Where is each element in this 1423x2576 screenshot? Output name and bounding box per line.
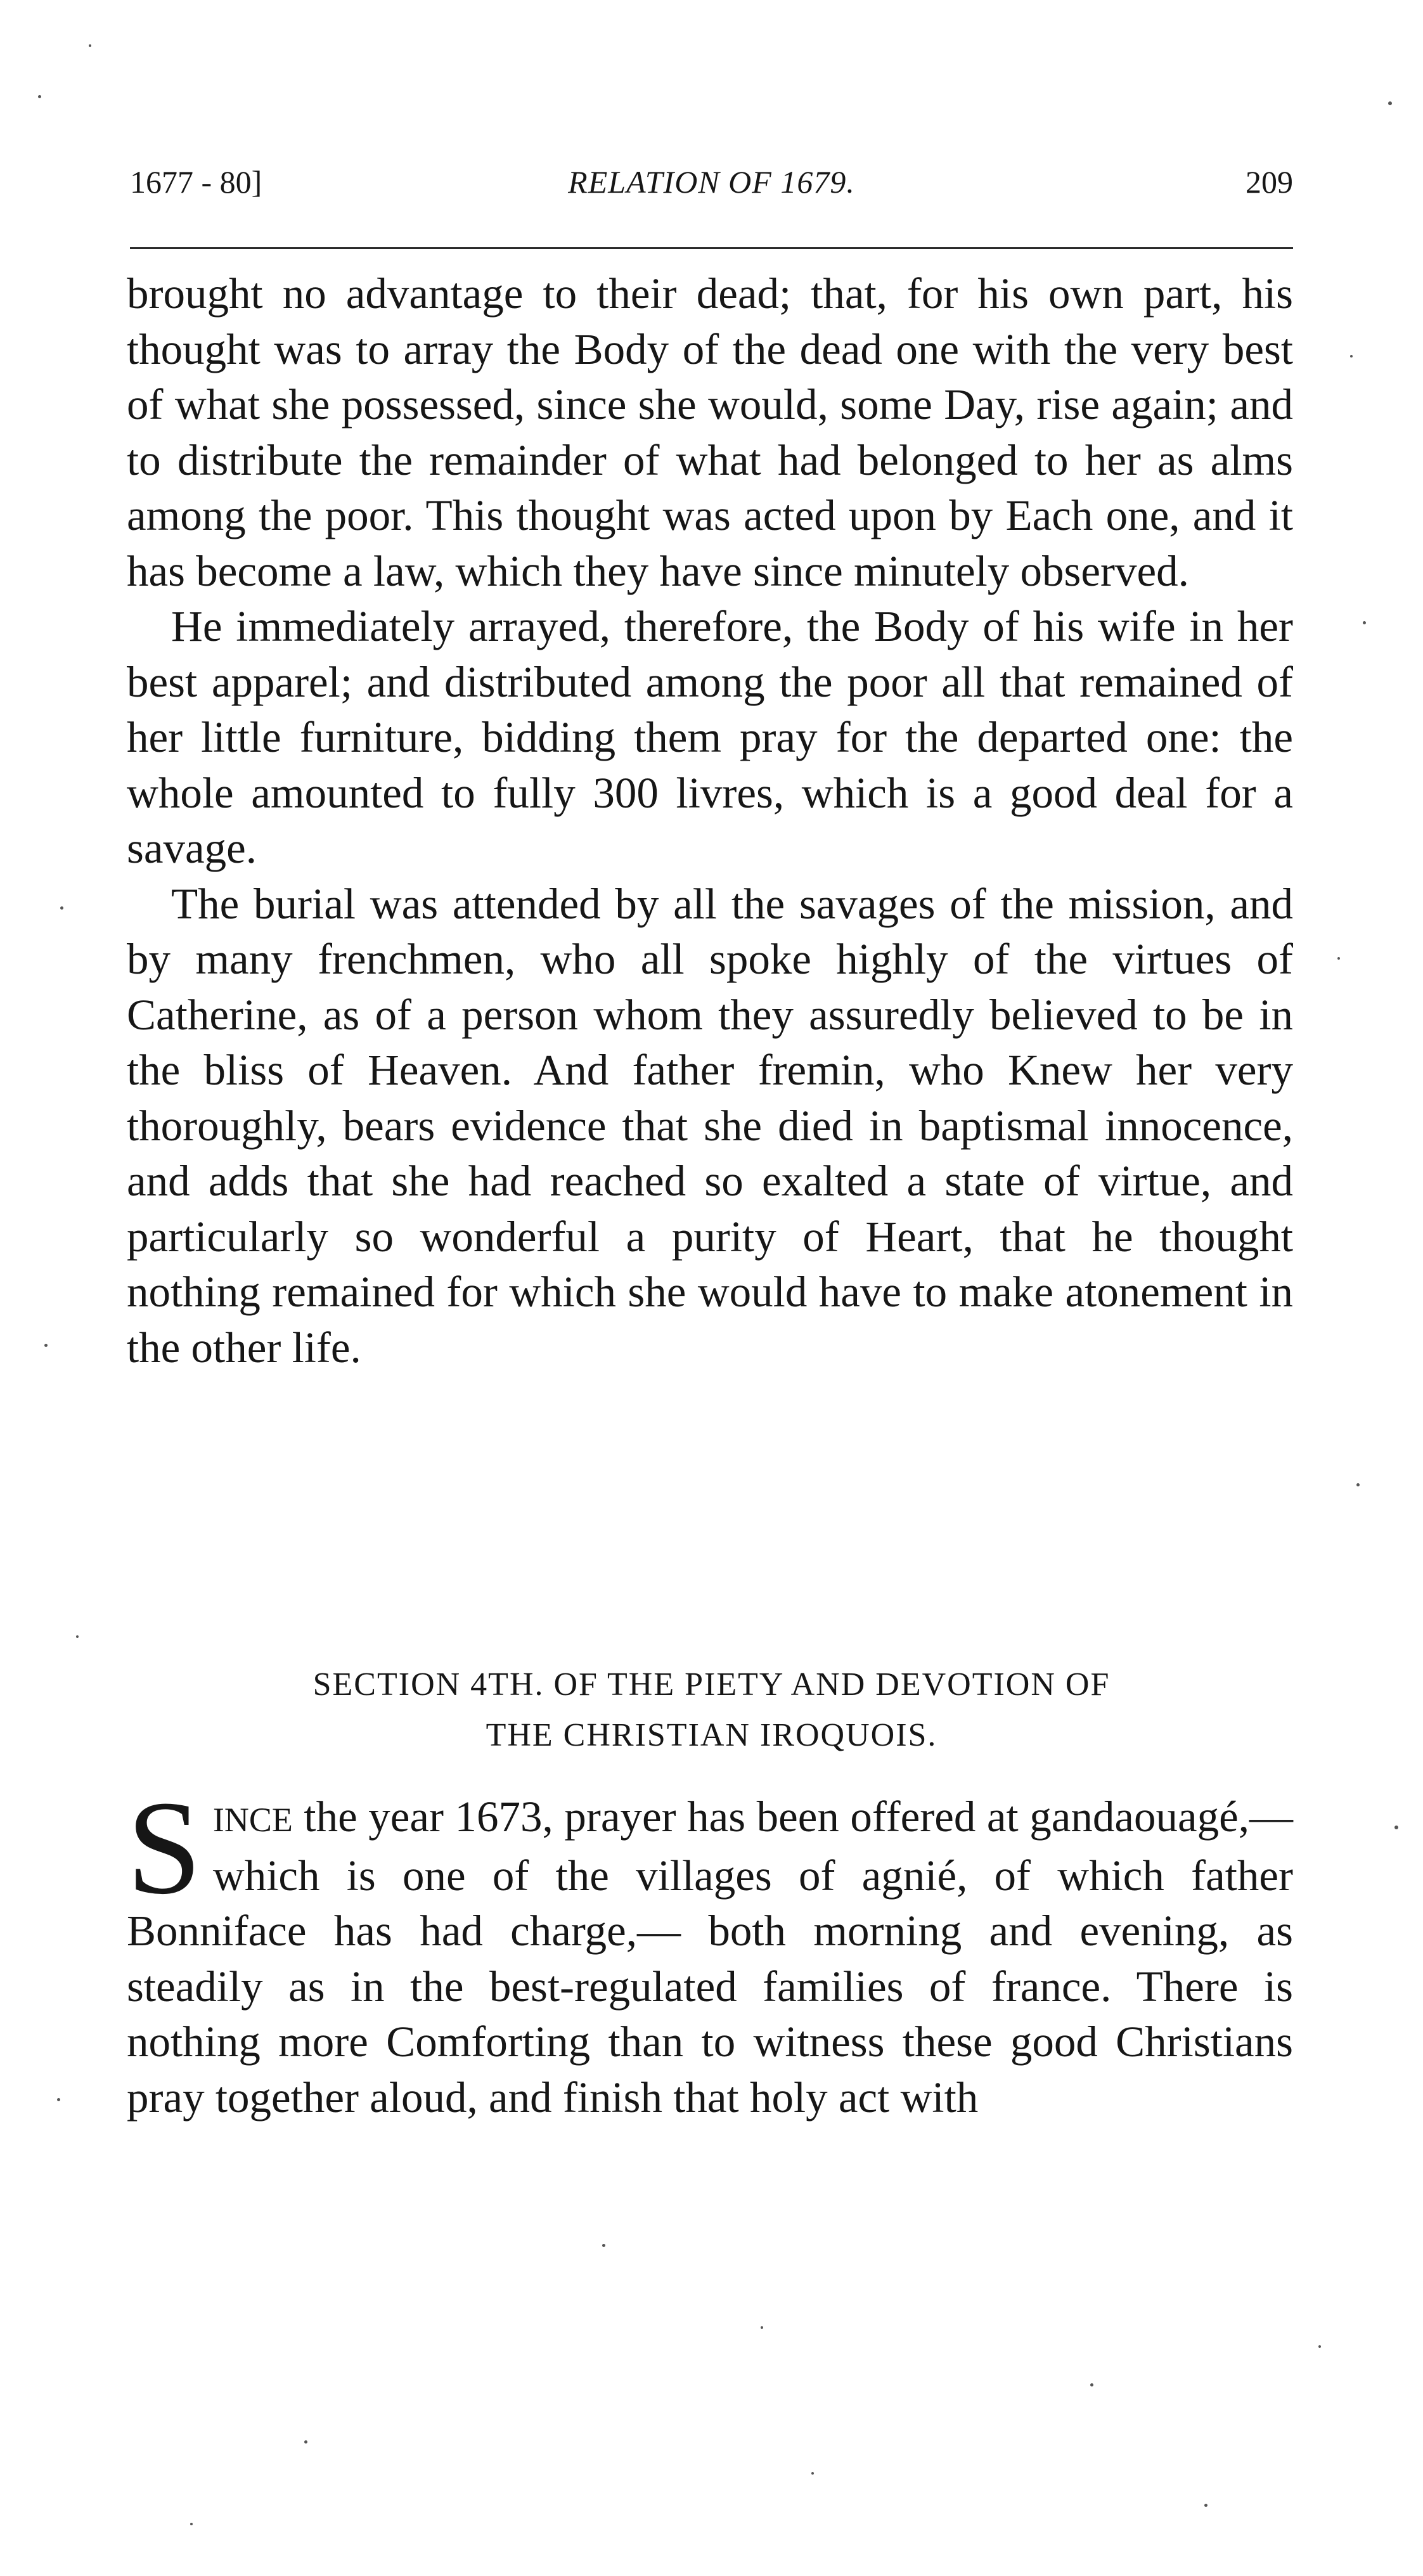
running-header xyxy=(130,164,1293,214)
scan-speck xyxy=(1350,355,1353,357)
header-title: RELATION OF 1679. xyxy=(568,164,855,200)
drop-cap: S xyxy=(127,1773,202,1922)
scan-speck xyxy=(1356,1483,1360,1486)
scan-speck xyxy=(304,2440,307,2444)
paragraph-continued: brought no advantage to their dead; that, for his own part, his thought was to array the Body of the dead one with the very best of what she possessed, since she would, some Day, rise again; and to distribute the remainder of what had belonged to her as alms among the poor. This thought was acted upon by Each one, and it has become a law, which they have since minutely observed. xyxy=(127,269,1293,595)
first-word-smallcaps: INCE xyxy=(212,1801,293,1839)
scan-speck xyxy=(761,2326,763,2329)
main-text xyxy=(127,266,1293,1375)
section-body xyxy=(127,1773,1293,2125)
scan-speck xyxy=(89,44,91,47)
scan-speck xyxy=(1363,621,1366,624)
scan-speck xyxy=(811,2472,814,2475)
paragraph-arrayed: He immediately arrayed, therefore, the Body of his wife in her best apparel; and distributed among the poor all that remained of her little furniture, bidding them pray for the departed one: the whole amounted to fully 300 livres, which is a good deal for a savage. xyxy=(127,602,1293,872)
header-rule xyxy=(130,247,1293,249)
header-date-range: 1677 - 80] xyxy=(130,164,262,200)
section-heading-line-1: SECTION 4TH. OF THE PIETY AND DEVOTION OF xyxy=(312,1666,1111,1703)
scan-speck xyxy=(602,2244,605,2247)
scan-speck xyxy=(1090,2383,1093,2386)
scan-speck xyxy=(1204,2504,1207,2507)
scan-speck xyxy=(190,2523,193,2525)
scan-speck xyxy=(38,95,41,98)
section-heading xyxy=(130,1659,1293,1761)
scan-speck xyxy=(60,906,63,910)
section-paragraph: the year 1673, prayer has been offered at gandaouagé,— which is one of the villages of agnié, of which father Bonniface has had charge,— both morning and evening, as steadily as in the best-regulated families of france. There is nothing more Comforting than to witness these good Christians pray together aloud, and finish that holy act with xyxy=(127,1793,1293,2122)
paragraph-burial: The burial was attended by all the savages of the mission, and by many frenchmen, who all spoke highly of the virtues of Catherine, as of a person whom they assuredly believed to be in the bliss of Heaven. And father fremin, who Knew her very thoroughly, bears evidence that she died in baptismal innocence, and adds that she had reached so exalted a state of virtue, and particularly so wonderful a purity of Heart, that he thought nothing remained for which she would have to make atonement in the other life. xyxy=(127,879,1293,1372)
scan-speck xyxy=(57,2098,60,2101)
scan-speck xyxy=(1337,957,1340,960)
scan-speck xyxy=(1318,2345,1321,2348)
scan-speck xyxy=(44,1344,48,1347)
section-heading-line-2: THE CHRISTIAN IROQUOIS. xyxy=(486,1717,937,1753)
page-number: 209 xyxy=(1246,164,1293,200)
scan-speck xyxy=(1394,1826,1398,1829)
scan-speck xyxy=(76,1635,79,1638)
scan-speck xyxy=(1388,101,1392,105)
